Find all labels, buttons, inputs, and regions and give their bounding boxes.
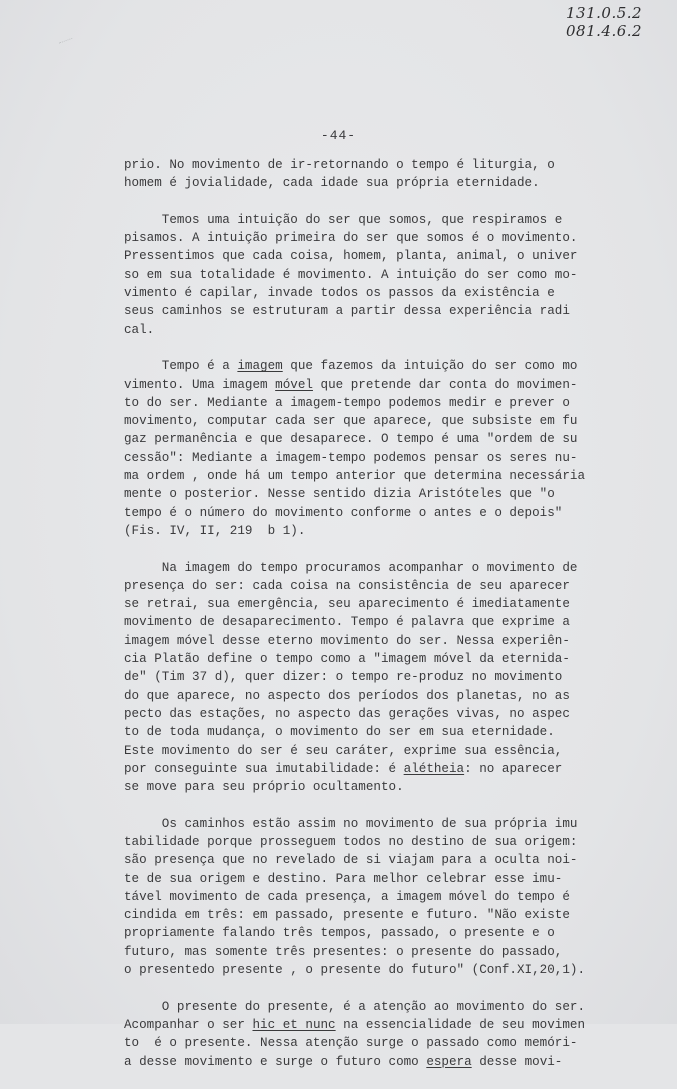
archive-code-bottom: 081.4.6.2	[566, 22, 643, 40]
text-line	[124, 247, 644, 265]
text-segment: te de sua origem e destino. Para melhor celebrar esse imu-	[124, 871, 563, 886]
text-segment: Este movimento do ser é seu caráter, exprime sua essência,	[124, 743, 563, 758]
text-segment: to de toda mudança, o movimento do ser em sua eternidade.	[124, 725, 555, 740]
text-line	[124, 924, 644, 942]
text-line	[124, 632, 644, 650]
text-segment: movimento, computar cada ser que aparece, que subsiste em fu	[124, 414, 578, 429]
text-line	[124, 778, 644, 796]
text-segment: O presente do presente, é a atenção ao movimento do ser.	[124, 999, 586, 1014]
text-line	[124, 156, 644, 174]
text-line	[124, 412, 644, 430]
underlined-term: móvel	[275, 377, 313, 392]
text-line	[124, 705, 644, 723]
text-line	[124, 687, 644, 705]
text-segment: vimento. Uma imagem	[124, 377, 276, 392]
text-segment: ma ordem , onde há um tempo anterior que determina necessária	[124, 469, 586, 484]
text-segment: cessão": Mediante a imagem-tempo podemos pensar os seres nu-	[124, 450, 578, 465]
text-segment: gaz permanência e que desaparece. O tempo é uma "ordem de su	[124, 432, 578, 447]
text-line	[124, 485, 644, 503]
text-line	[124, 870, 644, 888]
text-line	[124, 394, 644, 412]
text-segment: de" (Tim 37 d), quer dizer: o tempo re-produz no movimento	[124, 670, 563, 685]
text-line	[124, 723, 644, 741]
text-segment: imagem móvel desse eterno movimento do ser. Nessa experiên-	[124, 633, 570, 648]
text-line	[124, 266, 644, 284]
text-line	[124, 961, 644, 979]
text-line	[124, 302, 644, 320]
paragraph	[124, 357, 644, 540]
text-segment: Temos uma intuição do ser que somos, que respiramos e	[124, 212, 563, 227]
underlined-term: hic et nunc	[252, 1017, 336, 1032]
text-segment: cindida em três: em passado, presente e futuro. "Não existe	[124, 908, 570, 923]
text-segment: (Fis. IV, II, 219 b 1).	[124, 523, 306, 538]
typewritten-body	[124, 156, 644, 1089]
paragraph	[124, 156, 644, 193]
underlined-term: imagem	[237, 359, 283, 374]
text-segment: presença do ser: cada coisa na consistência de seu aparecer	[124, 578, 570, 593]
text-segment: : no aparecer	[464, 761, 563, 776]
text-line	[124, 668, 644, 686]
text-segment: Acompanhar o ser	[124, 1017, 253, 1032]
text-segment: to do ser. Mediante a imagem-tempo podemos medir e prever o	[124, 395, 570, 410]
text-segment: cia Platão define o tempo como a "imagem móvel da eternida-	[124, 652, 570, 667]
text-segment: homem é jovialidade, cada idade sua própria eternidade.	[124, 176, 540, 191]
text-line	[124, 449, 644, 467]
paragraph	[124, 815, 644, 980]
text-segment: vimento é capilar, invade todos os passos da existência e	[124, 286, 555, 301]
text-line	[124, 595, 644, 613]
paragraph	[124, 211, 644, 339]
text-line	[124, 559, 644, 577]
paragraph	[124, 998, 644, 1071]
text-segment: pecto das estações, no aspecto das gerações vivas, no aspec	[124, 706, 570, 721]
text-line	[124, 321, 644, 339]
text-segment: seus caminhos se estruturam a partir dessa experiência radi	[124, 304, 570, 319]
text-segment: tável movimento de cada presença, a imagem móvel do tempo é	[124, 889, 570, 904]
text-line	[124, 851, 644, 869]
text-line	[124, 174, 644, 192]
text-segment: to é o presente. Nessa atenção surge o passado como memóri-	[124, 1036, 578, 1051]
underlined-term: alétheia	[403, 761, 465, 776]
text-segment: por conseguinte sua imutabilidade: é	[124, 761, 404, 776]
text-segment: desse movi-	[471, 1054, 563, 1069]
text-segment: na essencialidade de seu movimen	[335, 1017, 586, 1032]
underlined-term: espera	[426, 1054, 472, 1069]
text-segment: Tempo é a	[124, 359, 238, 374]
text-segment: mente o posterior. Nesse sentido dizia Aristóteles que "o	[124, 487, 555, 502]
text-segment: o presentedo presente , o presente do futuro" (Conf.XI,20,1).	[124, 963, 586, 978]
text-line	[124, 906, 644, 924]
text-line	[124, 430, 644, 448]
text-segment: prio. No movimento de ir-retornando o tempo é liturgia, o	[124, 158, 555, 172]
text-line	[124, 357, 644, 375]
text-segment: são presença que no revelado de si viajam para a oculta noi-	[124, 853, 578, 868]
text-line	[124, 577, 644, 595]
text-segment: movimento de desaparecimento. Tempo é palavra que exprime a	[124, 615, 570, 630]
text-line	[124, 815, 644, 833]
text-line	[124, 1034, 644, 1052]
text-segment: so em sua totalidade é movimento. A intuição do ser como mo-	[124, 267, 578, 282]
text-segment: do que aparece, no aspecto dos períodos dos planetas, no as	[124, 688, 570, 703]
text-line	[124, 943, 644, 961]
text-segment: cal.	[124, 322, 155, 337]
text-segment: Na imagem do tempo procuramos acompanhar o movimento de	[124, 560, 578, 575]
text-line	[124, 284, 644, 302]
text-line	[124, 888, 644, 906]
text-segment: pisamos. A intuição primeira do ser que somos é o movimento.	[124, 231, 578, 246]
text-line	[124, 504, 644, 522]
text-line	[124, 650, 644, 668]
text-line	[124, 229, 644, 247]
text-line	[124, 522, 644, 540]
text-segment: tempo é o número do movimento conforme o antes e o depois"	[124, 505, 563, 520]
paragraph	[124, 559, 644, 797]
text-line	[124, 760, 644, 778]
text-line	[124, 613, 644, 631]
text-line	[124, 211, 644, 229]
text-segment: Os caminhos estão assim no movimento de sua própria imu	[124, 816, 578, 831]
text-line	[124, 1053, 644, 1071]
text-line	[124, 833, 644, 851]
margin-mark	[59, 38, 75, 51]
text-line	[124, 467, 644, 485]
text-segment: propriamente falando três tempos, passado, o presente e o	[124, 926, 555, 941]
text-segment: a desse movimento e surge o futuro como	[124, 1054, 427, 1069]
page-number: -44-	[320, 128, 357, 143]
text-segment: que pretende dar conta do movimen-	[312, 377, 578, 392]
text-segment: se retrai, sua emergência, seu aparecimento é imediatamente	[124, 597, 570, 612]
text-line	[124, 376, 644, 394]
text-line	[124, 742, 644, 760]
text-segment: Pressentimos que cada coisa, homem, planta, animal, o univer	[124, 249, 578, 264]
text-line	[124, 1016, 644, 1034]
text-segment: se move para seu próprio ocultamento.	[124, 780, 404, 795]
archive-code-top: 131.0.5.2	[566, 4, 643, 22]
text-segment: tabilidade porque prosseguem todos no destino de sua origem:	[124, 834, 578, 849]
text-line	[124, 998, 644, 1016]
text-segment: futuro, mas somente três presentes: o presente do passado,	[124, 944, 563, 959]
text-segment: que fazemos da intuição do ser como mo	[282, 359, 578, 374]
